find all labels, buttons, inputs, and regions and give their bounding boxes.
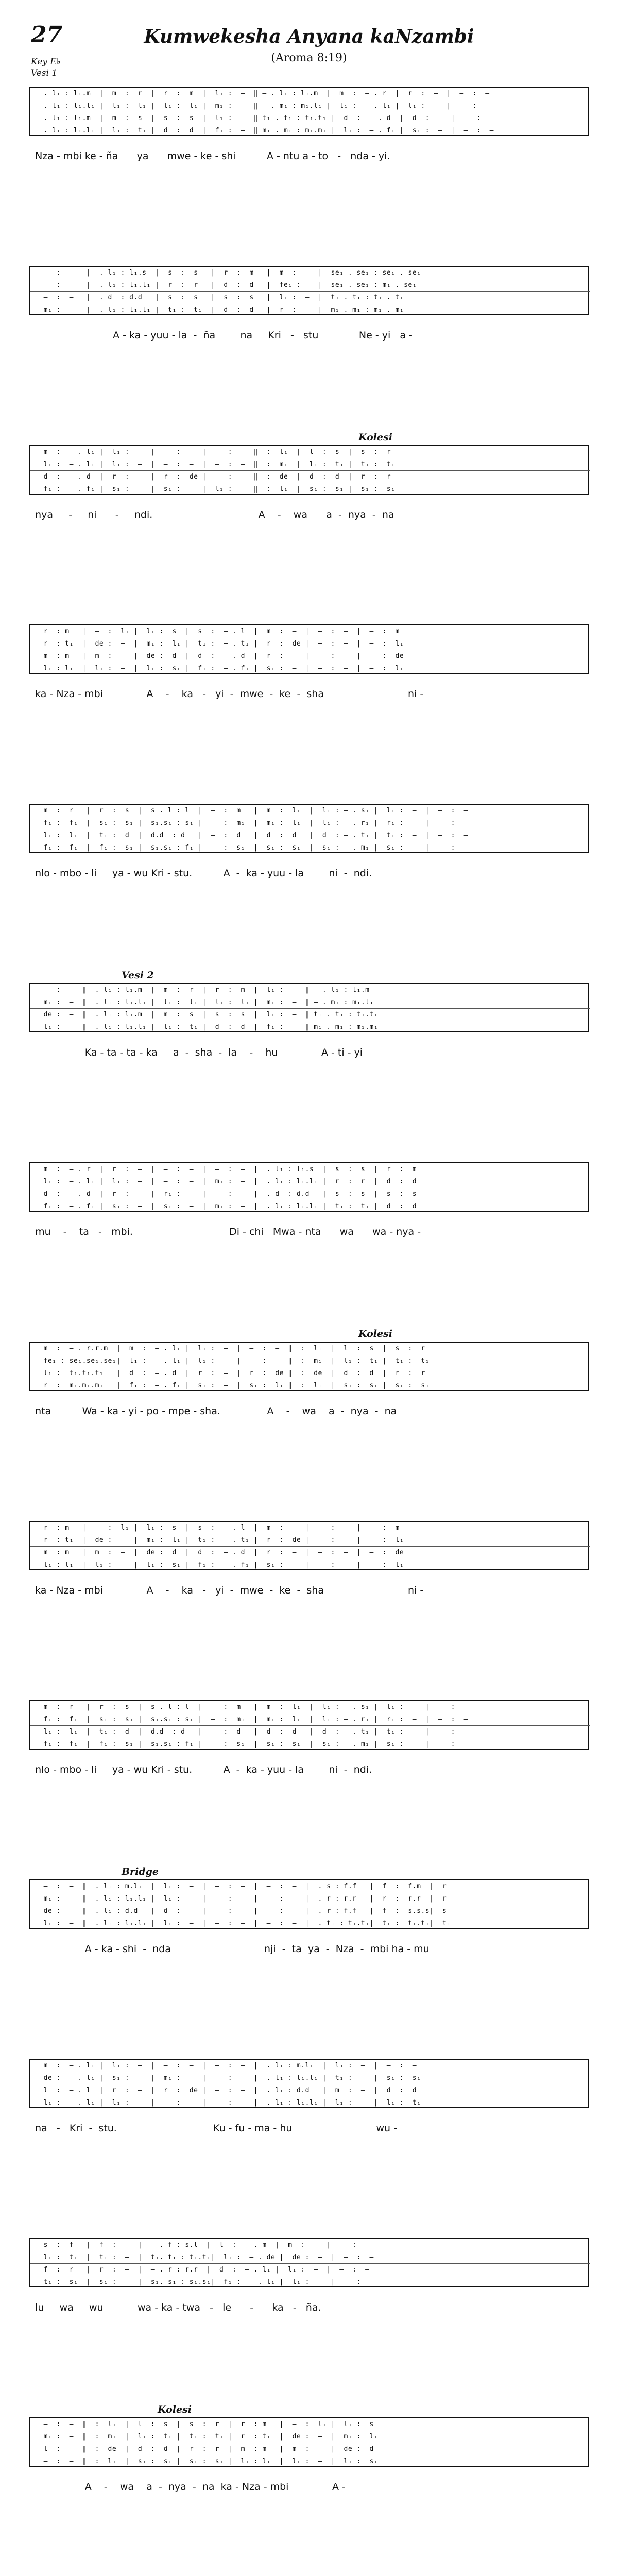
voice-part-row: f : r | r : — | — . r : r.r | d : — . l₁ | l₁ : — | — : — (35, 2266, 370, 2274)
staff (29, 2238, 589, 2287)
verse-label: Vesi 1 (31, 68, 58, 78)
lyrics-line: ka - Nza - mbi A - ka - yi - mwe - ke - sha ni - (29, 1585, 424, 1596)
voice-part-row: l₁ : — . l₁ | l₁ : — | — : — | — : — ‖ : m₁ | l₁ : t₁ | t₁ : t₁ (35, 461, 396, 468)
voice-part-row: de : — ‖ . l₁ : l₁.m | m : s | s : s | l₁ : — ‖ t₁ . t₁ : t₁.t₁ (35, 1011, 379, 1019)
section-label: Bridge (122, 1866, 159, 1877)
voice-part-row: l : — ‖ : de | d : d | r : r | m : m | m : — | de : d (35, 2445, 374, 2453)
music-system (29, 1700, 589, 1783)
voice-part-row: . l₁ : l₁.l₁ | l₁ : t₁ | d : d | f₁ : — ‖ m₁ . m₁ : m₁.m₁ | l₁ : — . f₁ | s₁ : — | — : — (35, 127, 494, 134)
lyrics-line: na - Kri - stu. Ku - fu - ma - hu wu - (29, 2123, 397, 2134)
lyrics-line: ka - Nza - mbi A - ka - yi - mwe - ke - sha ni - (29, 688, 424, 700)
voice-part-row: l₁ : — . l₁ | l₁ : — | — : — | m₁ : — | . l₁ : l₁.l₁ | r : r | d : d (35, 1178, 417, 1185)
staff (29, 624, 589, 674)
hymn-number: 27 (31, 22, 63, 48)
lyrics-line: nlo - mbo - li ya - wu Kri - stu. A - ka - yuu - la ni - ndi. (29, 868, 372, 879)
music-system (29, 432, 589, 528)
voice-part-row: — : — | . l₁ : l₁.l₁ | r : r | d : d | fe₁ : — | se₁ . se₁ : m₁ . se₁ (35, 281, 417, 289)
voice-part-row: . l₁ : l₁.m | m : r | r : m | l₁ : — ‖ — . l₁ : l₁.m | m : — . r | r : — | — : — (35, 90, 490, 97)
voice-part-row: s : f | f : — | — . f : s.l | l : — . m | m : — | — : — (35, 2241, 370, 2249)
staff (29, 87, 589, 136)
voice-part-row: l₁ : l₁ | l₁ : — | l₁ : s₁ | f₁ : — . f₁ | s₁ : — | — : — | — : l₁ (35, 1561, 404, 1569)
key-signature: Key E♭ (31, 57, 61, 67)
staff (29, 2059, 589, 2108)
staff (29, 804, 589, 853)
staff (29, 983, 589, 1032)
page-header (0, 0, 618, 78)
voice-part-row: l₁ : l₁ | t₁ : d | d.d : d | — : d | d : d | d : — . t₁ | t₁ : — | — : — (35, 1728, 468, 1736)
voice-part-row: de : — ‖ . l₁ : d.d | d : — | — : — | — : — | . r : f.f | f : s.s.s| s (35, 1907, 447, 1915)
music-system (29, 1521, 589, 1603)
voice-part-row: l₁ : — ‖ . l₁ : l₁.l₁ | l₁ : — | — : — | — : — | . t₁ : t₁.t₁| t₁ : t₁.t₁| t₁ (35, 1920, 451, 1927)
lyrics-line: Ka - ta - ta - ka a - sha - la - hu A - ti - yi (29, 1047, 363, 1058)
music-system (29, 2404, 589, 2500)
staff (29, 266, 589, 315)
voice-part-row: d : — . d | r : — | r₁ : — | — : — | . d : d.d | s : s | s : s (35, 1190, 417, 1198)
voice-part-row: r : m₁.m₁.m₁ | f₁ : — . f₁ | s₁ : — | s₁ : l₁ ‖ : l₁ | s₁ : s₁ | s₁ : s₁ (35, 1382, 430, 1389)
voice-part-row: m : — . l₁ | l₁ : — | — : — | — : — ‖ : l₁ | l : s | s : r (35, 448, 391, 456)
hymn-title: Kumwekesha Anyana kaNzambi (144, 26, 474, 47)
voice-part-row: fe₁ : se₁.se₁.se₁| l₁ : — . l₁ | l₁ : — | — : — ‖ : m₁ | l₁ : t₁ | t₁ : t₁ (35, 1357, 430, 1365)
staff (29, 2417, 589, 2467)
lyrics-line: mu - ta - mbi. Di - chi Mwa - nta wa wa - nya - (29, 1226, 421, 1238)
staff (29, 1700, 589, 1750)
lyrics-line: nya - ni - ndi. A - wa a - nya - na (29, 509, 394, 520)
voice-part-row: m : m | m : — | de : d | d : — . d | r : — | — : — | — : de (35, 652, 404, 660)
music-system (29, 87, 589, 169)
music-system (29, 266, 589, 348)
voice-part-row: — : — ‖ : l₁ | s₁ : s₁ | s₁ : s₁ | l₁ : l₁ | l₁ : — | l₁ : s₁ (35, 2458, 379, 2465)
voice-part-row: t₁ : s₁ | s₁ : — | s₁. s₁ : s₁.s₁| f₁ : — . l₁ | l₁ : — | — : — (35, 2278, 374, 2286)
voice-part-row: l₁ : t₁.t₁.t₁ | d : — . d | r : — | r : de ‖ : de | d : d | r : r (35, 1369, 425, 1377)
voice-part-row: — : — ‖ . l₁ : l₁.m | m : r | r : m | l₁ : — ‖ — . l₁ : l₁.m (35, 986, 370, 994)
voice-part-row: r : t₁ | de : — | m₁ : l₁ | t₁ : — . t₁ | r : de | — : — | — : l₁ (35, 640, 404, 648)
music-system (29, 1162, 589, 1245)
staff (29, 1879, 589, 1929)
staff (29, 1162, 589, 1212)
music-system (29, 804, 589, 886)
voice-part-row: m : r | r : s | s . l : l | — : m | m : l₁ | l₁ : — . s₁ | l₁ : — | — : — (35, 807, 468, 815)
voice-part-row: f₁ : f₁ | s₁ : s₁ | s₁.s₁ : s₁ | — : m₁ | m₁ : l₁ | l₁ : — . r₁ | r₁ : — | — : — (35, 819, 468, 827)
voice-part-row: r : m | — : l₁ | l₁ : s | s : — . l | m : — | — : — | — : m (35, 1524, 400, 1532)
voice-part-row: — : — | . l₁ : l₁.s | s : s | r : m | m : — | se₁ . se₁ : se₁ . se₁ (35, 269, 421, 277)
section-label: Vesi 2 (122, 970, 154, 981)
voice-part-row: — : — | . d : d.d | s : s | s : s | l₁ : — | t₁ . t₁ : t₁ . t₁ (35, 294, 404, 301)
lyrics-line: Nza - mbi ke - ña ya mwe - ke - shi A - ntu a - to - nda - yi. (29, 150, 390, 162)
music-system (29, 970, 589, 1065)
section-label: Kolesi (358, 432, 392, 443)
voice-part-row: m : r | r : s | s . l : l | — : m | m : l₁ | l₁ : — . s₁ | l₁ : — | — : — (35, 1703, 468, 1711)
lyrics-line: nlo - mbo - li ya - wu Kri - stu. A - ka - yuu - la ni - ndi. (29, 1764, 372, 1775)
voice-part-row: m : — . r.r.m | m : — . l₁ | l₁ : — | — : — ‖ : l₁ | l : s | s : r (35, 1345, 425, 1352)
lyrics-line: A - ka - shi - nda nji - ta ya - Nza - mbi ha - mu (29, 1943, 430, 1955)
voice-part-row: m : — . l₁ | l₁ : — | — : — | — : — | . l₁ : m.l₁ | l₁ : — | — : — (35, 2062, 417, 2070)
music-system (29, 624, 589, 707)
staff (29, 1521, 589, 1570)
staff (29, 445, 589, 495)
voice-part-row: l₁ : l₁ | l₁ : — | l₁ : s₁ | f₁ : — . f₁ | s₁ : — | — : — | — : l₁ (35, 665, 404, 672)
voice-part-row: m : — . r | r : — | — : — | — : — | . l₁ : l₁.s | s : s | r : m (35, 1165, 417, 1173)
voice-part-row: l : — . l | r : — | r : de | — : — | . l₁ : d.d | m : — | d : d (35, 2087, 417, 2094)
lyrics-line: lu wa wu wa - ka - twa - le - ka - ña. (29, 2302, 321, 2313)
section-label: Kolesi (358, 1328, 392, 1340)
music-system (29, 2059, 589, 2141)
voice-part-row: m : m | m : — | de : d | d : — . d | r : — | — : — | — : de (35, 1549, 404, 1556)
voice-part-row: r : t₁ | de : — | m₁ : l₁ | t₁ : — . t₁ | r : de | — : — | — : l₁ (35, 1536, 404, 1544)
voice-part-row: d : — . d | r : — | r : de | — : — ‖ : de | d : d | r : r (35, 473, 391, 481)
music-system (29, 1328, 589, 1424)
voice-part-row: f₁ : f₁ | f₁ : s₁ | s₁.s₁ : f₁ | — : s₁ | s₁ : s₁ | s₁ : — . m₁ | s₁ : — | — : — (35, 1740, 468, 1748)
music-system (29, 2238, 589, 2320)
voice-part-row: f₁ : — . f₁ | s₁ : — | s₁ : — | m₁ : — | . l₁ : l₁.l₁ | t₁ : t₁ | d : d (35, 1202, 417, 1210)
voice-part-row: f₁ : — . f₁ | s₁ : — | s₁ : — | l₁ : — ‖ : l₁ | s₁ : s₁ | s₁ : s₁ (35, 485, 396, 493)
voice-part-row: m₁ : — ‖ : m₁ | l₁ : t₁ | t₁ : t₁ | r : t₁ | de : — | m₁ : l₁ (35, 2433, 379, 2441)
voice-part-row: — : — ‖ . l₁ : m.l₁ | l₁ : — | — : — | — : — | . s : f.f | f : f.m | r (35, 1883, 447, 1890)
lyrics-line: A - ka - yuu - la - ña na Kri - stu Ne - yi a - (29, 330, 413, 341)
voice-part-row: l₁ : t₁ | t₁ : — | t₁. t₁ : t₁.t₁| l₁ : — . de | de : — | — : — (35, 2253, 374, 2261)
voice-part-row: l₁ : — . l₁ | l₁ : — | — : — | — : — | . l₁ : l₁.l₁ | l₁ : — | l₁ : t₁ (35, 2099, 421, 2107)
scripture-reference: (Aroma 8:19) (271, 52, 347, 64)
lyrics-line: nta Wa - ka - yi - po - mpe - sha. A - wa a - nya - na (29, 1405, 397, 1417)
section-label: Kolesi (158, 2404, 192, 2415)
voice-part-row: — : — ‖ : l₁ | l : s | s : r | r : m | — : l₁ | l₁ : s (35, 2420, 374, 2428)
lyrics-line: A - wa a - nya - na ka - Nza - mbi A - (29, 2481, 346, 2493)
voice-part-row: f₁ : f₁ | s₁ : s₁ | s₁.s₁ : s₁ | — : m₁ | m₁ : l₁ | l₁ : — . r₁ | r₁ : — | — : — (35, 1716, 468, 1723)
voice-part-row: . l₁ : l₁.m | m : s | s : s | l₁ : — ‖ t₁ . t₁ : t₁.t₁ | d : — . d | d : — | — : — (35, 114, 494, 122)
voice-part-row: . l₁ : l₁.l₁ | l₁ : l₁ | l₁ : l₁ | m₁ : — ‖ — . m₁ : m₁.l₁ | l₁ : — . l₁ | l₁ : — | — : — (35, 102, 490, 110)
music-system (29, 1866, 589, 1962)
voice-part-row: m₁ : — | . l₁ : l₁.l₁ | t₁ : t₁ | d : d | r : — | m₁ . m₁ : m₁ . m₁ (35, 306, 404, 314)
voice-part-row: de : — . l₁ | s₁ : — | m₁ : — | — : — | . l₁ : l₁.l₁ | t₁ : — | s₁ : s₁ (35, 2074, 421, 2082)
voice-part-row: m₁ : — ‖ . l₁ : l₁.l₁ | l₁ : l₁ | l₁ : l₁ | m₁ : — ‖ — . m₁ : m₁.l₁ (35, 998, 374, 1006)
staff (29, 1342, 589, 1391)
voice-part-row: m₁ : — ‖ . l₁ : l₁.l₁ | l₁ : — | — : — | — : — | . r : r.r | r : r.r | r (35, 1895, 447, 1903)
voice-part-row: l₁ : — ‖ . l₁ : l₁.l₁ | l₁ : t₁ | d : d | f₁ : — ‖ m₁ . m₁ : m₁.m₁ (35, 1023, 379, 1031)
voice-part-row: l₁ : l₁ | t₁ : d | d.d : d | — : d | d : d | d : — . t₁ | t₁ : — | — : — (35, 832, 468, 839)
voice-part-row: r : m | — : l₁ | l₁ : s | s : — . l | m : — | — : — | — : m (35, 628, 400, 635)
voice-part-row: f₁ : f₁ | f₁ : s₁ | s₁.s₁ : f₁ | — : s₁ | s₁ : s₁ | s₁ : — . m₁ | s₁ : — | — : — (35, 844, 468, 852)
